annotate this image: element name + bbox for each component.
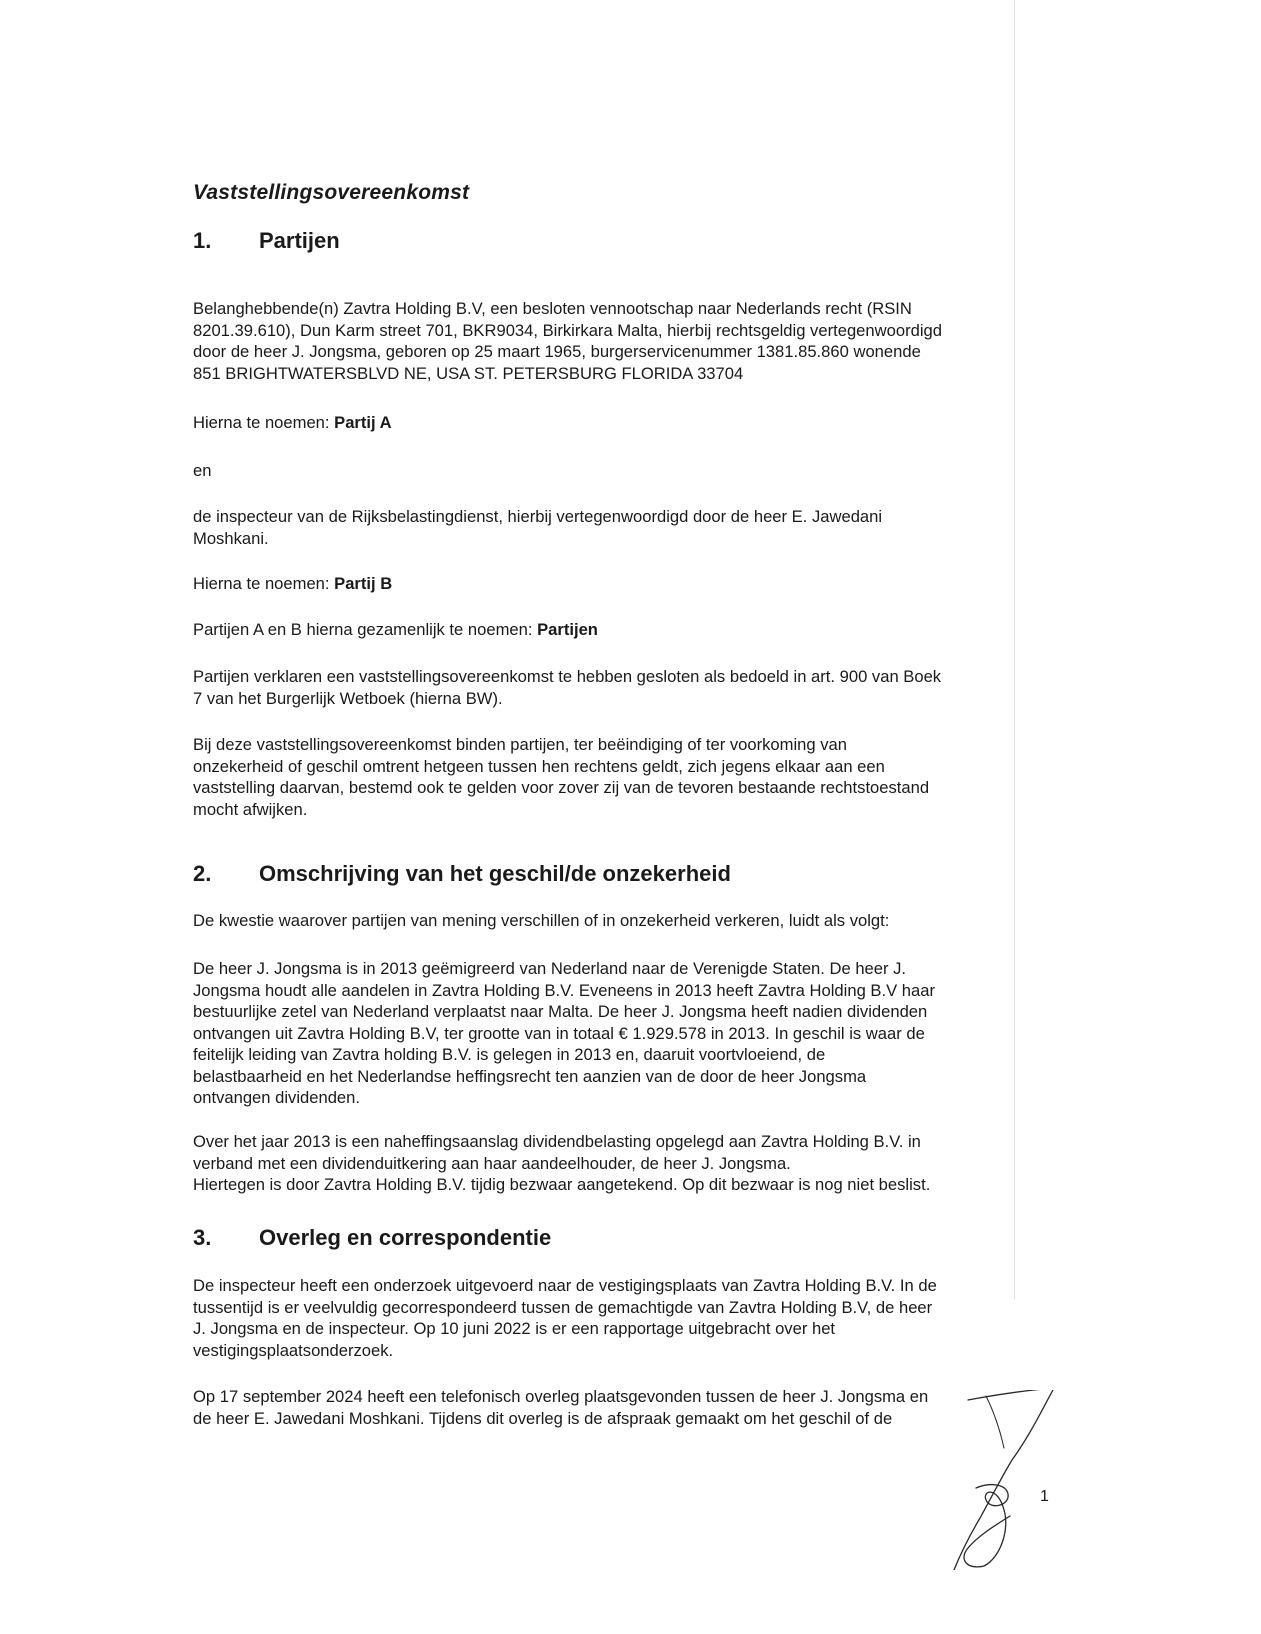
paragraph-gezamenlijk <box>193 619 1053 641</box>
text-line: onzekerheid of geschil omtrent hetgeen tussen hen rechtens geldt, zich jegens elkaar aan een <box>193 756 885 776</box>
paragraph-hierna-b <box>193 573 1053 595</box>
page-number: 1 <box>1040 1488 1049 1505</box>
section-number: 2. <box>193 861 212 886</box>
text-line: vaststelling daarvan, bestemd ook te gelden voor zover zij van de tevoren bestaande rechtstoestand <box>193 778 930 797</box>
party-label: Partijen <box>537 620 598 639</box>
section-number: 3. <box>193 1225 212 1250</box>
text-line: Partijen A en B hierna gezamenlijk te noemen: <box>193 620 538 639</box>
section-title: Omschrijving van het geschil/de onzekerheid <box>259 861 731 886</box>
paragraph-partij-a <box>193 298 1053 384</box>
paragraph-onderzoek <box>193 1275 1053 1361</box>
signature-initials-icon <box>950 1390 1070 1570</box>
text-line: 8201.39.610), Dun Karm street 701, BKR9034, Birkirkara Malta, hierbij rechtsgeldig vertegenwoordigd <box>193 320 942 340</box>
text-line: De heer J. Jongsma is in 2013 geëmigreerd van Nederland naar de Verenigde Staten. De heer J. <box>193 959 907 978</box>
paragraph-telefonisch <box>193 1386 1053 1429</box>
text-line: Moshkani. <box>193 528 269 548</box>
text-line: Op 17 september 2024 heeft een telefonisch overleg plaatsgevonden tussen de heer J. Jongsma en <box>193 1387 929 1406</box>
section-title: Partijen <box>259 228 340 253</box>
text-line: Partijen verklaren een vaststellingsovereenkomst te hebben gesloten als bedoeld in art. 900 van Boek <box>193 667 942 686</box>
text-line: door de heer J. Jongsma, geboren op 25 maart 1965, burgerservicenummer 1381.85.860 wonende <box>193 342 921 361</box>
text-line: de inspecteur van de Rijksbelastingdienst, hierbij vertegenwoordigd door de heer E. Jawedani <box>193 507 883 526</box>
paragraph-en: en <box>193 461 212 480</box>
text-line: mocht afwijken. <box>193 799 308 819</box>
text-line: bestuurlijke zetel van Nederland verplaatst naar Malta. De heer J. Jongsma heeft nadien dividenden <box>193 1002 928 1021</box>
text-line: 851 BRIGHTWATERSBLVD NE, USA ST. PETERSBURG FLORIDA 33704 <box>193 363 744 383</box>
text-line: Hiertegen is door Zavtra Holding B.V. tijdig bezwaar aangetekend. Op dit bezwaar is nog niet beslist. <box>193 1175 931 1194</box>
text-line: tussentijd is er veelvuldig gecorrespondeerd tussen de gemachtigde van Zavtra Holding B.V, de heer <box>193 1297 933 1317</box>
text-line: 7 van het Burgerlijk Wetboek (hierna BW). <box>193 688 503 708</box>
text-line: Over het jaar 2013 is een naheffingsaanslag dividendbelasting opgelegd aan Zavtra Holding B.V. in <box>193 1132 921 1151</box>
text-line: ontvangen uit Zavtra Holding B.V, ter grootte van in totaal € 1.929.578 in 2013. In geschil is waar de <box>193 1023 925 1043</box>
paragraph-hierna-a <box>193 412 1053 434</box>
text-line: Belanghebbende(n) Zavtra Holding B.V, een besloten vennootschap naar Nederlands recht (RSIN <box>193 299 912 318</box>
party-label: Partij B <box>334 574 393 593</box>
text-line: vestigingsplaatsonderzoek. <box>193 1340 394 1360</box>
paragraph-verklaren <box>193 666 1053 709</box>
document-title: Vaststellingsovereenkomst <box>193 181 470 204</box>
section-heading-1 <box>193 228 340 254</box>
text-line: belastbaarheid en het Nederlandse heffingsrecht ten aanzien van de door de heer Jongsma <box>193 1066 867 1086</box>
section-heading-2 <box>193 861 731 887</box>
paragraph-jongsma <box>193 958 1053 1109</box>
paragraph-partij-b <box>193 506 1053 549</box>
paragraph-naheffing <box>193 1131 1053 1196</box>
text-line: Jongsma houdt alle aandelen in Zavtra Holding B.V. Eveneens in 2013 heeft Zavtra Holding B.V haar <box>193 980 935 1000</box>
text-line: J. Jongsma en de inspecteur. Op 10 juni 2022 is er een rapportage uitgebracht over het <box>193 1319 836 1338</box>
section-title: Overleg en correspondentie <box>259 1225 552 1250</box>
text-line: ontvangen dividenden. <box>193 1088 360 1107</box>
text-line: verband met een dividenduitkering aan haar aandeelhouder, de heer J. Jongsma. <box>193 1153 791 1173</box>
text-line: de heer E. Jawedani Moshkani. Tijdens dit overleg is de afspraak gemaakt om het geschil of de <box>193 1408 893 1428</box>
party-label: Partij A <box>334 413 392 432</box>
paragraph-kwestie <box>193 910 1053 932</box>
text-line: De inspecteur heeft een onderzoek uitgevoerd naar de vestigingsplaats van Zavtra Holding B.V. In de <box>193 1276 937 1295</box>
text-line: feitelijk leiding van Zavtra holding B.V. is gelegen in 2013 en, daaruit voortvloeiend, de <box>193 1045 826 1064</box>
section-heading-3 <box>193 1225 551 1251</box>
section-number: 1. <box>193 228 212 253</box>
text-line: De kwestie waarover partijen van mening verschillen of in onzekerheid verkeren, luidt als volgt: <box>193 911 890 930</box>
text-line: Hierna te noemen: <box>193 413 335 432</box>
text-line: Bij deze vaststellingsovereenkomst binden partijen, ter beëindiging of ter voorkoming van <box>193 735 847 754</box>
text-line: Hierna te noemen: <box>193 574 335 593</box>
paragraph-binden <box>193 734 1053 820</box>
